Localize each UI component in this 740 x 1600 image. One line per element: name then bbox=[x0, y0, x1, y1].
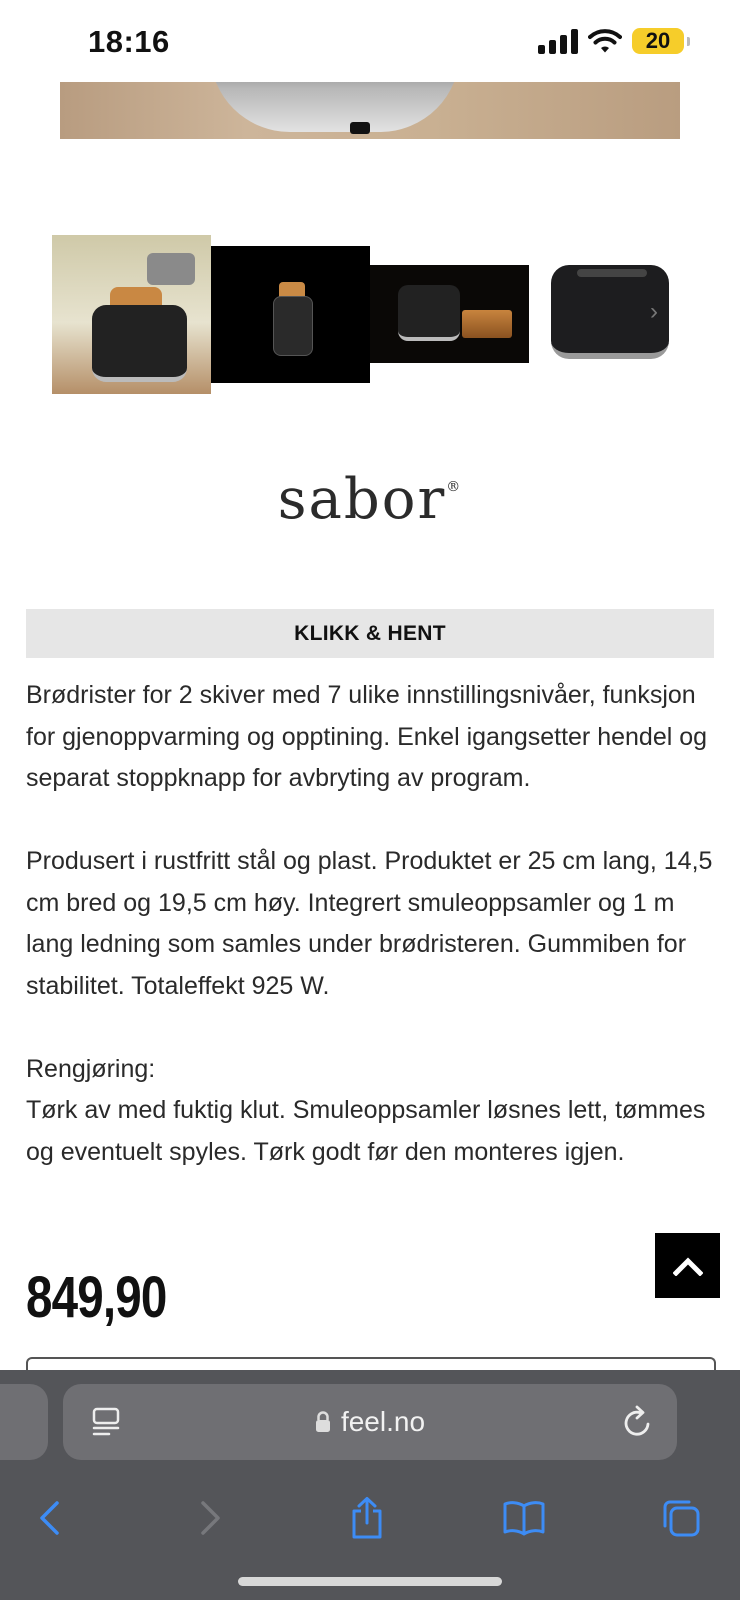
thumbnail-2[interactable] bbox=[211, 246, 370, 383]
forward-button[interactable] bbox=[180, 1488, 240, 1548]
chevron-right-icon bbox=[198, 1500, 222, 1536]
reload-icon[interactable] bbox=[621, 1404, 655, 1440]
url-display bbox=[63, 1384, 677, 1460]
cleaning-text: Tørk av med fuktig klut. Smuleoppsamler løsnes lett, tømmes og eventuelt spyles. Tørk godt før den monteres igjen. bbox=[26, 1096, 706, 1166]
status-icons bbox=[538, 28, 684, 54]
lock-icon bbox=[315, 1411, 331, 1433]
cellular-signal-icon bbox=[538, 28, 578, 54]
chevron-left-icon bbox=[38, 1500, 62, 1536]
toaster-image bbox=[210, 82, 460, 132]
share-button[interactable] bbox=[337, 1488, 397, 1548]
previous-tab-peek[interactable] bbox=[0, 1384, 48, 1460]
cleaning-heading: Rengjøring: bbox=[26, 1054, 156, 1083]
registered-mark: ® bbox=[446, 479, 463, 495]
browser-toolbar bbox=[0, 1370, 740, 1600]
description-paragraph-1: Brødrister for 2 skiver med 7 ulike innstillingsnivåer, funksjon for gjenoppvarming og opptining. Enkel igangsetter hendel og separat stoppknapp for avbryting av program. bbox=[26, 681, 708, 792]
product-main-image[interactable] bbox=[60, 82, 680, 139]
status-bar bbox=[0, 0, 740, 82]
brand-logo[interactable] bbox=[0, 467, 740, 532]
toaster-image bbox=[92, 305, 187, 382]
toaster-slot bbox=[577, 269, 647, 277]
thumbnail-1[interactable] bbox=[52, 235, 211, 394]
toaster-image bbox=[398, 285, 460, 341]
tabs-button[interactable] bbox=[651, 1488, 711, 1548]
description-paragraph-2: Produsert i rustfritt stål og plast. Produktet er 25 cm lang, 14,5 cm bred og 19,5 cm høy. Integrert smuleoppsamler og 1 m lang ledning som samles under brødristeren. Gummiben for stabilitet. Totaleffekt 925 W. bbox=[26, 847, 713, 1000]
home-indicator[interactable] bbox=[238, 1577, 502, 1586]
product-price: 849,90 bbox=[26, 1265, 167, 1330]
battery-icon bbox=[632, 28, 684, 54]
share-icon bbox=[349, 1496, 385, 1540]
browser-nav-row bbox=[0, 1488, 740, 1558]
address-bar[interactable] bbox=[63, 1384, 677, 1460]
back-to-top-button[interactable] bbox=[655, 1233, 720, 1298]
bread-image bbox=[462, 310, 512, 338]
click-and-collect-label: KLIKK & HENT bbox=[294, 621, 446, 645]
thumbnail-4[interactable] bbox=[529, 235, 680, 394]
toaster-foot bbox=[350, 122, 370, 134]
product-thumbnails bbox=[52, 235, 680, 395]
back-button[interactable] bbox=[20, 1488, 80, 1548]
chevron-right-icon[interactable]: › bbox=[650, 298, 658, 325]
product-description bbox=[26, 675, 726, 1173]
pot-image bbox=[147, 253, 195, 285]
battery-level: 20 bbox=[645, 28, 671, 53]
brand-name: sabor bbox=[277, 467, 447, 532]
url-text: feel.no bbox=[340, 1406, 426, 1437]
click-and-collect-banner[interactable] bbox=[26, 609, 714, 658]
status-time: 18:16 bbox=[88, 24, 170, 59]
chevron-up-icon bbox=[673, 1256, 703, 1276]
tabs-icon bbox=[661, 1498, 701, 1538]
wifi-icon bbox=[588, 28, 622, 54]
book-icon bbox=[502, 1500, 546, 1536]
bookmarks-button[interactable] bbox=[494, 1488, 554, 1548]
thumbnail-3[interactable] bbox=[370, 265, 529, 363]
toaster-image bbox=[273, 296, 313, 356]
